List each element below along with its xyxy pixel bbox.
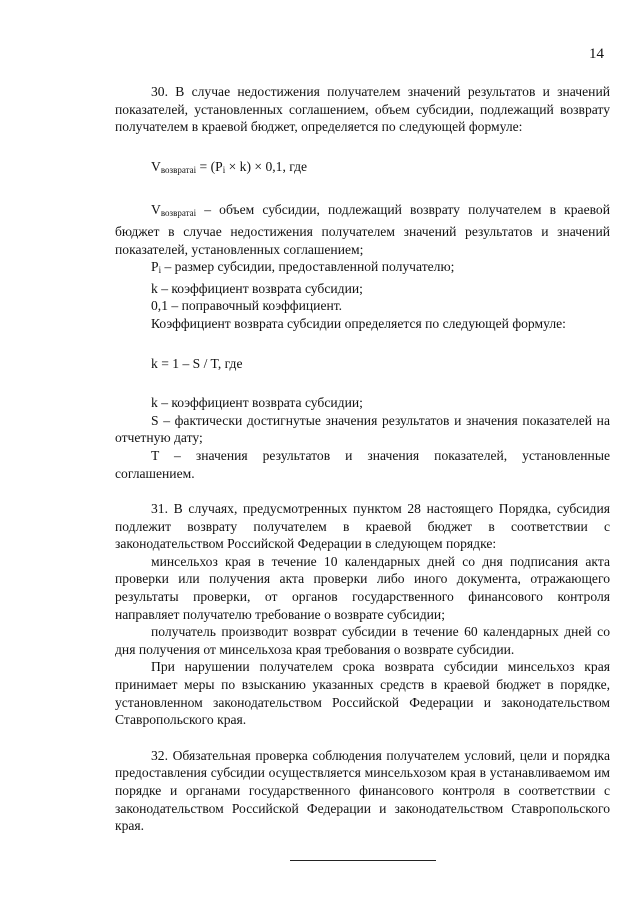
formula-k: k = 1 – S / T, где: [151, 355, 243, 371]
definition-s: S – фактически достигнутые значения результатов и значения показателей на отчетную дату;: [115, 412, 610, 446]
document-body: [115, 83, 610, 835]
definition-p: $P_i$ – размер субсидии, предоставленной получателю;: [151, 259, 455, 276]
section-gap: [115, 482, 610, 500]
page-number: 14: [589, 46, 604, 62]
section-32: 32. Обязательная проверка соблюдения получателем условий, цели и порядка предоставления субсидии осуществляется минсельхозом края в устанавливаемом им порядке и органами государственного финансового контроля в соответствии с законодательством Российской Федерации и законодательством Ставропольского края.: [115, 747, 610, 834]
formula-volume: $V_{возвратаi} = (P_i \times k) \times 0,1$, где: [151, 158, 308, 175]
k-formula-intro: Коэффициент возврата субсидии определяется по следующей формуле:: [151, 315, 566, 331]
section-30-intro: 30. В случае недостижения получателем значений результатов и значений показателей, установленных соглашением, объем субсидии, подлежащий возврату получателем в краевой бюджет, определяется по следующей формуле:: [115, 84, 610, 135]
end-separator-line: [290, 860, 436, 861]
section-31-step-1: минсельхоз края в течение 10 календарных дней со дня подписания акта проверки или получения акта проверки либо иного документа, отражающего результаты проверки, от органов государственного финансового контроля направляет получателю требование о возврате субсидии;: [115, 553, 610, 622]
section-31-intro: 31. В случаях, предусмотренных пунктом 28 настоящего Порядка, субсидия подлежит возврату получателем в краевой бюджет в соответствии с законодательством Российской Федерации в следующем порядке:: [115, 501, 610, 552]
section-31-violation: При нарушении получателем срока возврата субсидии минсельхоз края принимает меры по взысканию указанных средств в краевой бюджет в порядке, установленном законодательством Российской Федерации и законодательством Ставропольского края.: [115, 659, 610, 728]
definition-k-2: k – коэффициент возврата субсидии;: [151, 395, 363, 411]
definition-v: $V_{возвратаi}$ – объем субсидии, подлежащий возврату получателем в краевой бюджет в случае недостижения получателем значений результатов и значений показателей, установленных соглашением;: [115, 202, 610, 257]
section-gap: [115, 729, 610, 747]
section-31-step-2: получатель производит возврат субсидии в течение 60 календарных дней со дня получения от минсельхоза края требования о возврате субсидии.: [115, 624, 610, 657]
definition-correction: 0,1 – поправочный коэффициент.: [151, 298, 343, 314]
definition-k: k – коэффициент возврата субсидии;: [151, 280, 363, 296]
definition-t: T – значения результатов и значения показателей, установленные соглашением.: [115, 447, 610, 481]
